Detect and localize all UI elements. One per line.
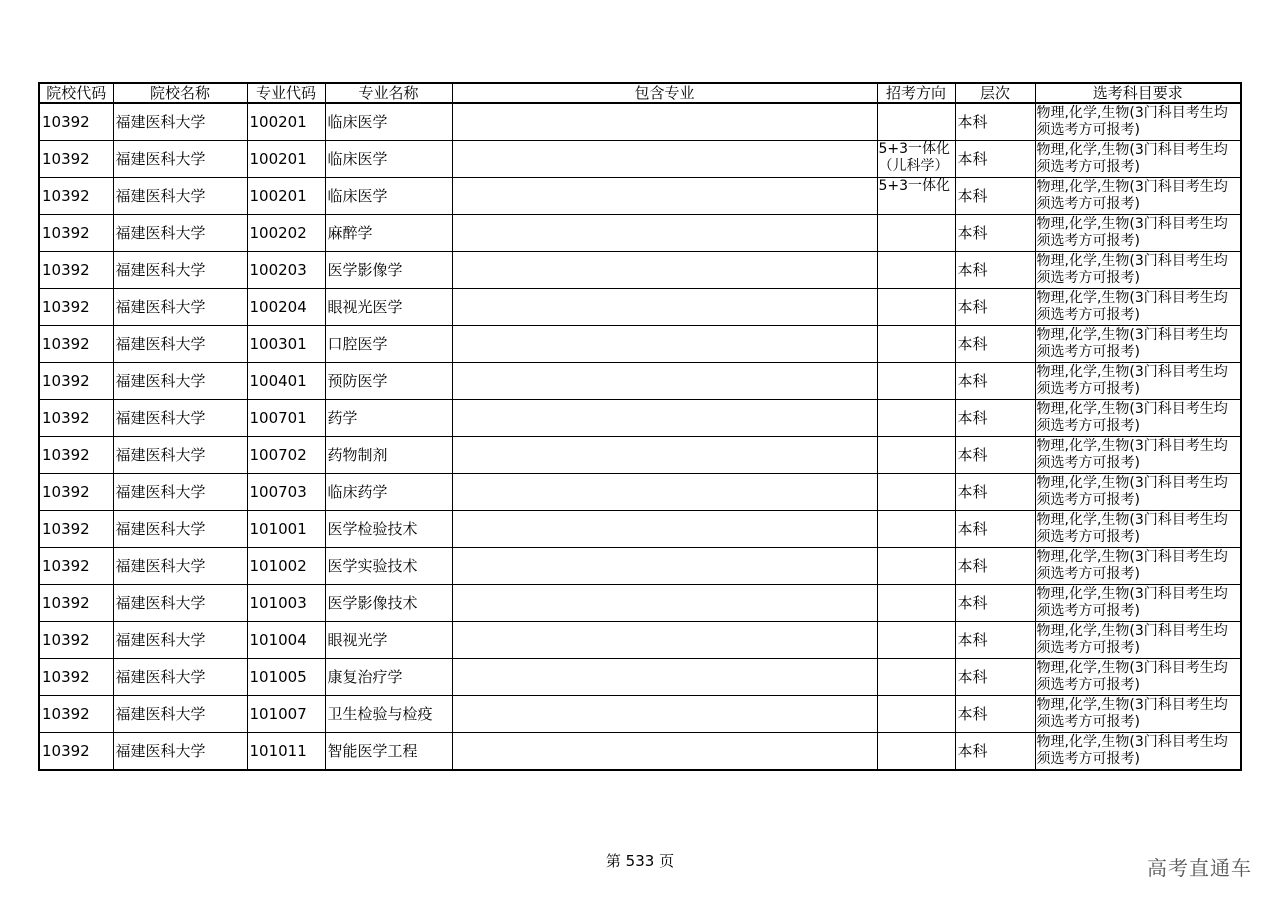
- table-row: [39, 437, 1241, 474]
- cell-direction: [877, 622, 955, 659]
- cell-level: 本科: [955, 215, 1035, 252]
- cell-subject-requirement: 物理,化学,生物(3门科目考生均须选考方可报考): [1035, 178, 1241, 215]
- cell-direction: [877, 474, 955, 511]
- cell-school-code: 10392: [39, 252, 113, 289]
- cell-school-name: 福建医科大学: [113, 622, 247, 659]
- cell-subject-requirement: 物理,化学,生物(3门科目考生均须选考方可报考): [1035, 696, 1241, 733]
- cell-major-code: 100301: [247, 326, 325, 363]
- cell-direction: [877, 548, 955, 585]
- cell-included-majors: [452, 696, 877, 733]
- cell-school-name: 福建医科大学: [113, 141, 247, 178]
- cell-school-code: 10392: [39, 585, 113, 622]
- cell-school-name: 福建医科大学: [113, 178, 247, 215]
- cell-school-name: 福建医科大学: [113, 585, 247, 622]
- cell-level: 本科: [955, 437, 1035, 474]
- cell-subject-requirement: 物理,化学,生物(3门科目考生均须选考方可报考): [1035, 215, 1241, 252]
- cell-school-name: 福建医科大学: [113, 733, 247, 771]
- cell-level: 本科: [955, 659, 1035, 696]
- header-subject-requirement: 选考科目要求: [1035, 83, 1241, 103]
- table-row: [39, 659, 1241, 696]
- cell-school-code: 10392: [39, 659, 113, 696]
- cell-included-majors: [452, 103, 877, 141]
- cell-included-majors: [452, 400, 877, 437]
- cell-major-name: 临床医学: [325, 103, 452, 141]
- cell-level: 本科: [955, 363, 1035, 400]
- cell-school-name: 福建医科大学: [113, 326, 247, 363]
- cell-major-code: 100401: [247, 363, 325, 400]
- cell-subject-requirement: 物理,化学,生物(3门科目考生均须选考方可报考): [1035, 252, 1241, 289]
- cell-major-code: 100203: [247, 252, 325, 289]
- cell-level: 本科: [955, 511, 1035, 548]
- cell-major-name: 康复治疗学: [325, 659, 452, 696]
- cell-level: 本科: [955, 141, 1035, 178]
- header-school-name: 院校名称: [113, 83, 247, 103]
- cell-included-majors: [452, 659, 877, 696]
- cell-school-code: 10392: [39, 511, 113, 548]
- cell-included-majors: [452, 548, 877, 585]
- cell-subject-requirement: 物理,化学,生物(3门科目考生均须选考方可报考): [1035, 400, 1241, 437]
- cell-subject-requirement: 物理,化学,生物(3门科目考生均须选考方可报考): [1035, 585, 1241, 622]
- cell-major-code: 101007: [247, 696, 325, 733]
- cell-major-name: 医学影像学: [325, 252, 452, 289]
- cell-level: 本科: [955, 585, 1035, 622]
- cell-subject-requirement: 物理,化学,生物(3门科目考生均须选考方可报考): [1035, 548, 1241, 585]
- cell-major-code: 101002: [247, 548, 325, 585]
- table-row: [39, 733, 1241, 771]
- header-direction: 招考方向: [877, 83, 955, 103]
- table-row: [39, 141, 1241, 178]
- cell-school-name: 福建医科大学: [113, 289, 247, 326]
- cell-subject-requirement: 物理,化学,生物(3门科目考生均须选考方可报考): [1035, 437, 1241, 474]
- cell-level: 本科: [955, 622, 1035, 659]
- cell-level: 本科: [955, 474, 1035, 511]
- cell-major-code: 101005: [247, 659, 325, 696]
- cell-included-majors: [452, 363, 877, 400]
- cell-school-code: 10392: [39, 548, 113, 585]
- cell-major-code: 100703: [247, 474, 325, 511]
- table-row: [39, 326, 1241, 363]
- cell-subject-requirement: 物理,化学,生物(3门科目考生均须选考方可报考): [1035, 733, 1241, 771]
- cell-direction: [877, 289, 955, 326]
- cell-school-code: 10392: [39, 289, 113, 326]
- cell-level: 本科: [955, 103, 1035, 141]
- cell-major-code: 100702: [247, 437, 325, 474]
- cell-school-name: 福建医科大学: [113, 474, 247, 511]
- cell-school-code: 10392: [39, 696, 113, 733]
- table-row: [39, 400, 1241, 437]
- table-row: [39, 363, 1241, 400]
- cell-subject-requirement: 物理,化学,生物(3门科目考生均须选考方可报考): [1035, 474, 1241, 511]
- cell-school-code: 10392: [39, 215, 113, 252]
- cell-direction: [877, 215, 955, 252]
- cell-major-code: 100201: [247, 141, 325, 178]
- cell-major-name: 卫生检验与检疫: [325, 696, 452, 733]
- cell-school-code: 10392: [39, 103, 113, 141]
- cell-major-name: 临床医学: [325, 178, 452, 215]
- cell-subject-requirement: 物理,化学,生物(3门科目考生均须选考方可报考): [1035, 141, 1241, 178]
- page-number: 第 533 页: [605, 852, 675, 870]
- cell-direction: [877, 511, 955, 548]
- cell-school-name: 福建医科大学: [113, 437, 247, 474]
- cell-subject-requirement: 物理,化学,生物(3门科目考生均须选考方可报考): [1035, 511, 1241, 548]
- cell-school-name: 福建医科大学: [113, 215, 247, 252]
- cell-major-name: 口腔医学: [325, 326, 452, 363]
- cell-school-name: 福建医科大学: [113, 103, 247, 141]
- cell-major-name: 眼视光学: [325, 622, 452, 659]
- cell-included-majors: [452, 252, 877, 289]
- cell-major-code: 101001: [247, 511, 325, 548]
- watermark: 高考直通车: [1147, 856, 1252, 880]
- header-level: 层次: [955, 83, 1035, 103]
- cell-subject-requirement: 物理,化学,生物(3门科目考生均须选考方可报考): [1035, 289, 1241, 326]
- cell-subject-requirement: 物理,化学,生物(3门科目考生均须选考方可报考): [1035, 659, 1241, 696]
- cell-included-majors: [452, 178, 877, 215]
- table-row: [39, 215, 1241, 252]
- cell-level: 本科: [955, 733, 1035, 771]
- cell-major-name: 智能医学工程: [325, 733, 452, 771]
- cell-level: 本科: [955, 400, 1035, 437]
- cell-included-majors: [452, 733, 877, 771]
- table-row: [39, 511, 1241, 548]
- cell-direction: 5+3一体化（儿科学）: [877, 141, 955, 178]
- table-row: [39, 585, 1241, 622]
- cell-major-name: 麻醉学: [325, 215, 452, 252]
- cell-level: 本科: [955, 178, 1035, 215]
- cell-subject-requirement: 物理,化学,生物(3门科目考生均须选考方可报考): [1035, 326, 1241, 363]
- cell-major-code: 100201: [247, 178, 325, 215]
- cell-major-code: 100204: [247, 289, 325, 326]
- cell-school-code: 10392: [39, 622, 113, 659]
- cell-school-name: 福建医科大学: [113, 659, 247, 696]
- cell-major-code: 100202: [247, 215, 325, 252]
- cell-school-code: 10392: [39, 178, 113, 215]
- cell-level: 本科: [955, 548, 1035, 585]
- cell-included-majors: [452, 585, 877, 622]
- cell-direction: [877, 363, 955, 400]
- cell-included-majors: [452, 289, 877, 326]
- cell-included-majors: [452, 622, 877, 659]
- cell-direction: [877, 659, 955, 696]
- cell-direction: [877, 585, 955, 622]
- cell-major-code: 100201: [247, 103, 325, 141]
- cell-major-code: 100701: [247, 400, 325, 437]
- table-row: [39, 474, 1241, 511]
- table-row: [39, 289, 1241, 326]
- cell-major-name: 药学: [325, 400, 452, 437]
- cell-direction: [877, 733, 955, 771]
- cell-level: 本科: [955, 289, 1035, 326]
- cell-direction: [877, 696, 955, 733]
- cell-school-code: 10392: [39, 326, 113, 363]
- cell-major-code: 101011: [247, 733, 325, 771]
- cell-school-code: 10392: [39, 437, 113, 474]
- header-school-code: 院校代码: [39, 83, 113, 103]
- table-row: [39, 622, 1241, 659]
- table-row: [39, 178, 1241, 215]
- table-header-row: [39, 83, 1241, 103]
- cell-school-name: 福建医科大学: [113, 363, 247, 400]
- cell-major-name: 临床医学: [325, 141, 452, 178]
- cell-school-code: 10392: [39, 141, 113, 178]
- admission-table: [38, 82, 1242, 771]
- cell-subject-requirement: 物理,化学,生物(3门科目考生均须选考方可报考): [1035, 622, 1241, 659]
- cell-school-code: 10392: [39, 363, 113, 400]
- cell-school-name: 福建医科大学: [113, 511, 247, 548]
- cell-level: 本科: [955, 696, 1035, 733]
- cell-school-code: 10392: [39, 400, 113, 437]
- cell-school-code: 10392: [39, 733, 113, 771]
- cell-included-majors: [452, 326, 877, 363]
- cell-direction: [877, 326, 955, 363]
- cell-major-name: 医学实验技术: [325, 548, 452, 585]
- cell-major-name: 临床药学: [325, 474, 452, 511]
- table-row: [39, 548, 1241, 585]
- cell-direction: 5+3一体化: [877, 178, 955, 215]
- cell-school-name: 福建医科大学: [113, 400, 247, 437]
- table-row: [39, 252, 1241, 289]
- cell-included-majors: [452, 141, 877, 178]
- cell-major-code: 101004: [247, 622, 325, 659]
- cell-school-name: 福建医科大学: [113, 548, 247, 585]
- cell-included-majors: [452, 437, 877, 474]
- cell-major-name: 预防医学: [325, 363, 452, 400]
- header-included-majors: 包含专业: [452, 83, 877, 103]
- cell-direction: [877, 252, 955, 289]
- cell-major-name: 医学检验技术: [325, 511, 452, 548]
- cell-subject-requirement: 物理,化学,生物(3门科目考生均须选考方可报考): [1035, 363, 1241, 400]
- cell-major-name: 眼视光医学: [325, 289, 452, 326]
- cell-school-name: 福建医科大学: [113, 696, 247, 733]
- cell-major-name: 药物制剂: [325, 437, 452, 474]
- header-major-name: 专业名称: [325, 83, 452, 103]
- cell-direction: [877, 400, 955, 437]
- table-row: [39, 696, 1241, 733]
- cell-included-majors: [452, 511, 877, 548]
- cell-level: 本科: [955, 326, 1035, 363]
- cell-school-code: 10392: [39, 474, 113, 511]
- cell-level: 本科: [955, 252, 1035, 289]
- cell-major-code: 101003: [247, 585, 325, 622]
- cell-major-name: 医学影像技术: [325, 585, 452, 622]
- cell-school-name: 福建医科大学: [113, 252, 247, 289]
- cell-direction: [877, 437, 955, 474]
- cell-direction: [877, 103, 955, 141]
- header-major-code: 专业代码: [247, 83, 325, 103]
- cell-included-majors: [452, 474, 877, 511]
- table-row: [39, 103, 1241, 141]
- cell-included-majors: [452, 215, 877, 252]
- cell-subject-requirement: 物理,化学,生物(3门科目考生均须选考方可报考): [1035, 103, 1241, 141]
